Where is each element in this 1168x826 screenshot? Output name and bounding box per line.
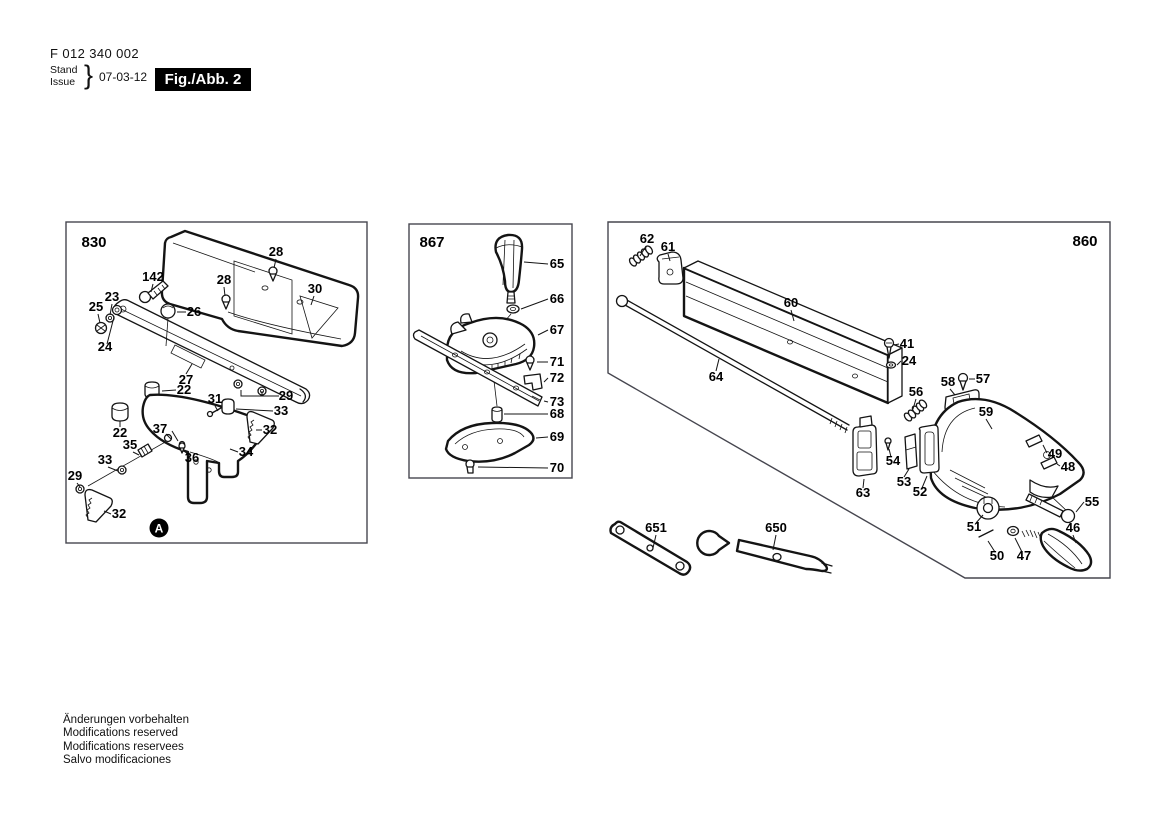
part-number-41: 41 xyxy=(899,336,915,351)
part-number-31: 31 xyxy=(207,391,223,406)
part-number-28: 28 xyxy=(268,244,284,259)
part-number-53: 53 xyxy=(896,474,912,489)
part-number-70: 70 xyxy=(549,460,565,475)
callout-leader-67 xyxy=(538,330,548,335)
part-number-63: 63 xyxy=(855,485,871,500)
part-number-650: 650 xyxy=(765,520,787,535)
callout-leader-25 xyxy=(98,314,100,323)
part-number-35: 35 xyxy=(122,437,138,452)
part-number-48: 48 xyxy=(1060,459,1076,474)
part-33-bushing-right xyxy=(222,399,234,414)
issue-label: Issue xyxy=(50,75,76,88)
callout-leader-65 xyxy=(524,262,548,264)
part-number-64: 64 xyxy=(708,369,724,384)
footer-line-de: Änderungen vorbehalten xyxy=(63,714,189,726)
part-number-72: 72 xyxy=(549,370,565,385)
part-32-sawtooth-left xyxy=(85,490,112,522)
part-number-32: 32 xyxy=(262,422,278,437)
part-number-34: 34 xyxy=(238,444,254,459)
part-number-69: 69 xyxy=(549,429,565,444)
part-68-spacer xyxy=(492,407,502,422)
callout-leader-66 xyxy=(521,299,548,309)
callouts-layer xyxy=(68,231,1099,563)
part-22-bushing-b xyxy=(112,403,128,421)
issue-date: 07-03-12 xyxy=(99,70,148,84)
part-number-61: 61 xyxy=(660,239,676,254)
part-number-67: 67 xyxy=(549,322,565,337)
callout-leader-69 xyxy=(536,437,548,438)
brace-glyph: } xyxy=(84,60,94,90)
part-number-46: 46 xyxy=(1065,520,1081,535)
part-69-curved-fence xyxy=(446,423,533,462)
part-number-33: 33 xyxy=(97,452,113,467)
part-number-54: 54 xyxy=(885,453,901,468)
part-number-59: 59 xyxy=(978,404,994,419)
footer-line-es: Salvo modificaciones xyxy=(63,754,172,767)
callout-leader-55 xyxy=(1076,502,1084,512)
part-number-867: 867 xyxy=(419,234,445,251)
stand-label: Stand xyxy=(50,64,78,76)
assembly-box-830 xyxy=(66,222,367,543)
view-marker-a-label: A xyxy=(154,521,164,536)
part-number-142: 142 xyxy=(142,269,164,284)
part-62-spring xyxy=(628,245,654,268)
part-number-47: 47 xyxy=(1016,548,1032,563)
part-25-screw xyxy=(96,323,107,334)
part-number-57: 57 xyxy=(975,371,991,386)
part-65-knob xyxy=(496,235,523,303)
part-35-spacer xyxy=(138,444,152,457)
callout-leader-41 xyxy=(894,344,899,345)
part-24-washer-860 xyxy=(887,362,896,368)
part-number-32: 32 xyxy=(111,506,127,521)
part-number-26: 26 xyxy=(186,304,202,319)
footer-line-en: Modifications reserved xyxy=(63,727,179,740)
part-number-33: 33 xyxy=(273,403,289,418)
part-number-22: 22 xyxy=(176,382,192,397)
callout-leader-33 xyxy=(236,409,273,411)
part-57-screw xyxy=(959,374,968,391)
part-number-58: 58 xyxy=(940,374,956,389)
part-650-wrench xyxy=(697,531,832,573)
part-number-51: 51 xyxy=(966,519,982,534)
callout-leader-35 xyxy=(133,452,139,455)
part-number-830: 830 xyxy=(81,234,107,251)
part-71-screw xyxy=(526,356,534,370)
part-33-washer-left xyxy=(118,466,126,474)
part-number-60: 60 xyxy=(783,295,799,310)
document-part-number: F 012 340 002 xyxy=(50,46,140,61)
assembly-box-860 xyxy=(608,222,1110,578)
part-number-29: 29 xyxy=(278,388,294,403)
part-24-washer xyxy=(113,306,122,315)
part-number-860: 860 xyxy=(1072,233,1098,250)
part-70-screw xyxy=(466,460,474,473)
part-number-24: 24 xyxy=(901,353,917,368)
part-67-protractor-body xyxy=(447,314,534,373)
part-52-slider xyxy=(919,425,939,473)
part-number-29: 29 xyxy=(67,468,83,483)
part-number-27: 27 xyxy=(178,372,194,387)
part-number-55: 55 xyxy=(1084,494,1100,509)
part-number-50: 50 xyxy=(989,548,1005,563)
part-66-washer xyxy=(507,305,519,313)
callout-leader-22 xyxy=(162,390,176,391)
view-marker-a xyxy=(150,519,169,538)
part-number-56: 56 xyxy=(908,384,924,399)
part-number-25: 25 xyxy=(88,299,104,314)
part-number-62: 62 xyxy=(639,231,655,246)
part-number-68: 68 xyxy=(549,406,565,421)
part-number-66: 66 xyxy=(549,291,565,306)
part-number-23: 23 xyxy=(104,289,120,304)
part-46-handle xyxy=(1022,529,1091,571)
part-53-plate xyxy=(905,434,917,469)
assembly-box-867 xyxy=(409,224,572,478)
callout-leader-33 xyxy=(108,467,118,471)
part-number-651: 651 xyxy=(645,520,667,535)
part-number-71: 71 xyxy=(549,354,565,369)
part-number-49: 49 xyxy=(1047,446,1063,461)
callout-leader-72 xyxy=(544,378,548,382)
figure-badge: Fig./Abb. 2 xyxy=(155,68,251,91)
part-number-24: 24 xyxy=(97,339,113,354)
part-54-screw xyxy=(885,438,891,450)
part-number-52: 52 xyxy=(912,484,928,499)
part-number-73: 73 xyxy=(549,394,565,409)
part-number-22: 22 xyxy=(112,425,128,440)
part-63-slider xyxy=(853,416,877,476)
part-number-30: 30 xyxy=(307,281,323,296)
part-number-36: 36 xyxy=(184,450,200,465)
footer-line-fr: Modifications reservees xyxy=(63,740,184,753)
part-number-37: 37 xyxy=(152,421,168,436)
part-61-bracket xyxy=(657,252,683,284)
part-72-clamp xyxy=(524,374,542,390)
callout-leader-23 xyxy=(110,304,112,315)
part-47-washer xyxy=(1008,527,1019,536)
part-51-cam xyxy=(977,497,999,519)
callout-leader-58 xyxy=(950,389,955,395)
callout-leader-70 xyxy=(478,467,548,468)
part-number-28: 28 xyxy=(216,272,232,287)
part-number-65: 65 xyxy=(549,256,565,271)
part-30-chute xyxy=(162,231,358,346)
callout-leader-73 xyxy=(544,401,548,402)
